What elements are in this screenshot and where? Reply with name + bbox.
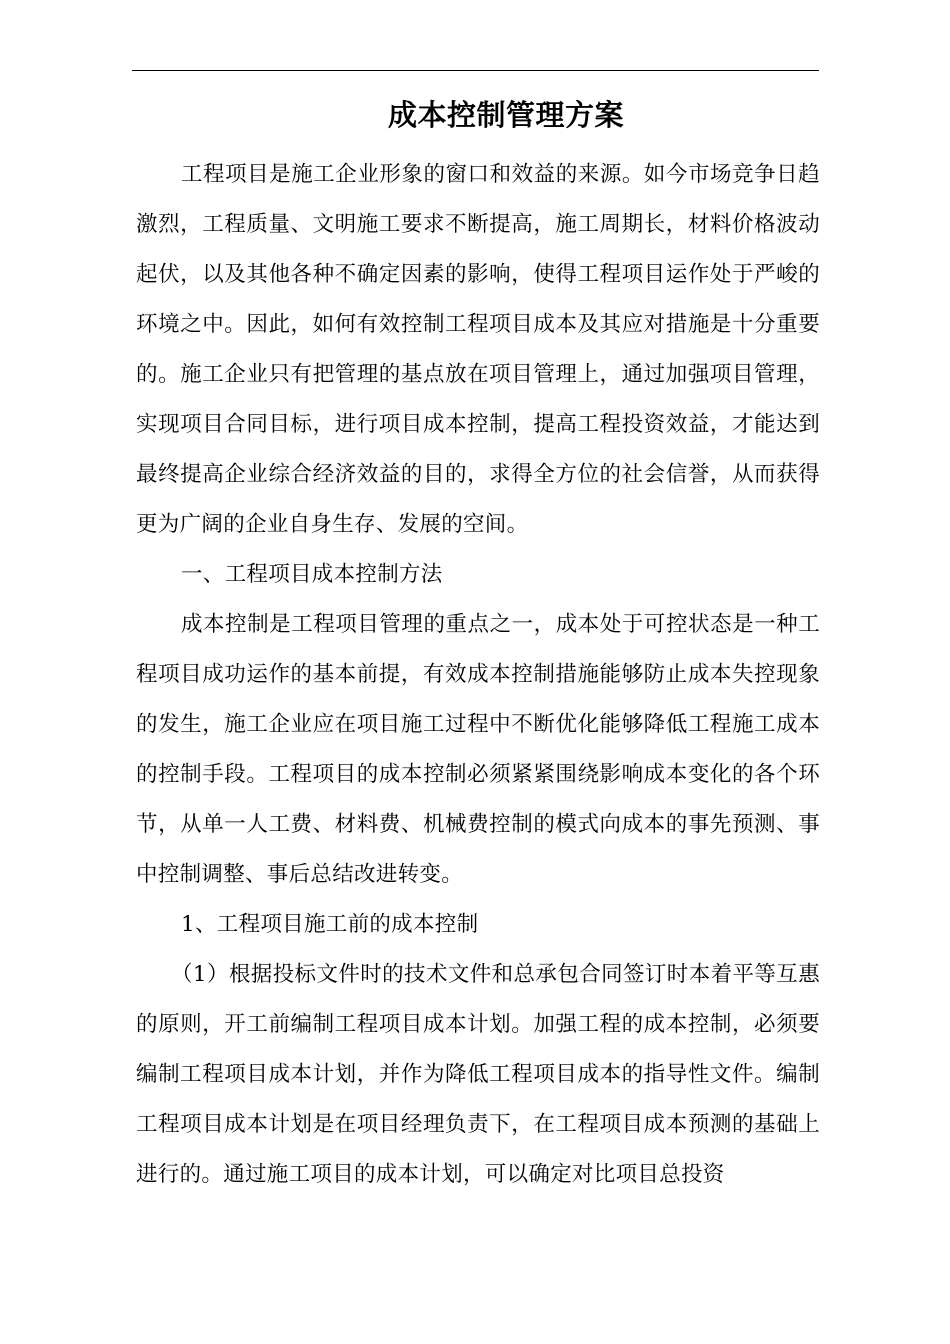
body-paragraph: 成本控制是工程项目管理的重点之一，成本处于可控状态是一种工程项目成功运作的基本前提，有效成本控制措施能够防止成本失控现象的发生，施工企业应在项目施工过程中不断优化能够降低工程施工成本的控制手段。工程项目的成本控制必须紧紧围绕影响成本变化的各个环节，从单一人工费、材料费、机械费控制的模式向成本的事先预测、事中控制调整、事后总结改进转变。	[136, 612, 820, 887]
body-paragraph: （1）根据投标文件时的技术文件和总承包合同签订时本着平等互惠的原则，开工前编制工程项目成本计划。加强工程的成本控制，必须要编制工程项目成本计划，并作为降低工程项目成本的指导性文件。编制工程项目成本计划是在项目经理负责下，在工程项目成本预测的基础上进行的。通过施工项目的成本计划，可以确定对比项目总投资	[136, 962, 820, 1187]
section-heading: 一、工程项目成本控制方法	[181, 562, 443, 587]
header-rule	[132, 70, 819, 71]
body-paragraph: 工程项目是施工企业形象的窗口和效益的来源。如今市场竞争日趋激烈，工程质量、文明施工要求不断提高，施工周期长，材料价格波动起伏，以及其他各种不确定因素的影响，使得工程项目运作处于严峻的环境之中。因此，如何有效控制工程项目成本及其应对措施是十分重要的。施工企业只有把管理的基点放在项目管理上，通过加强项目管理，实现项目合同目标，进行项目成本控制，提高工程投资效益，才能达到最终提高企业综合经济效益的目的，求得全方位的社会信誉，从而获得更为广阔的企业自身生存、发展的空间。	[136, 162, 820, 537]
subsection-heading: 1、工程项目施工前的成本控制	[181, 912, 479, 937]
document-title: 成本控制管理方案	[387, 98, 624, 132]
document-body	[136, 150, 820, 1200]
